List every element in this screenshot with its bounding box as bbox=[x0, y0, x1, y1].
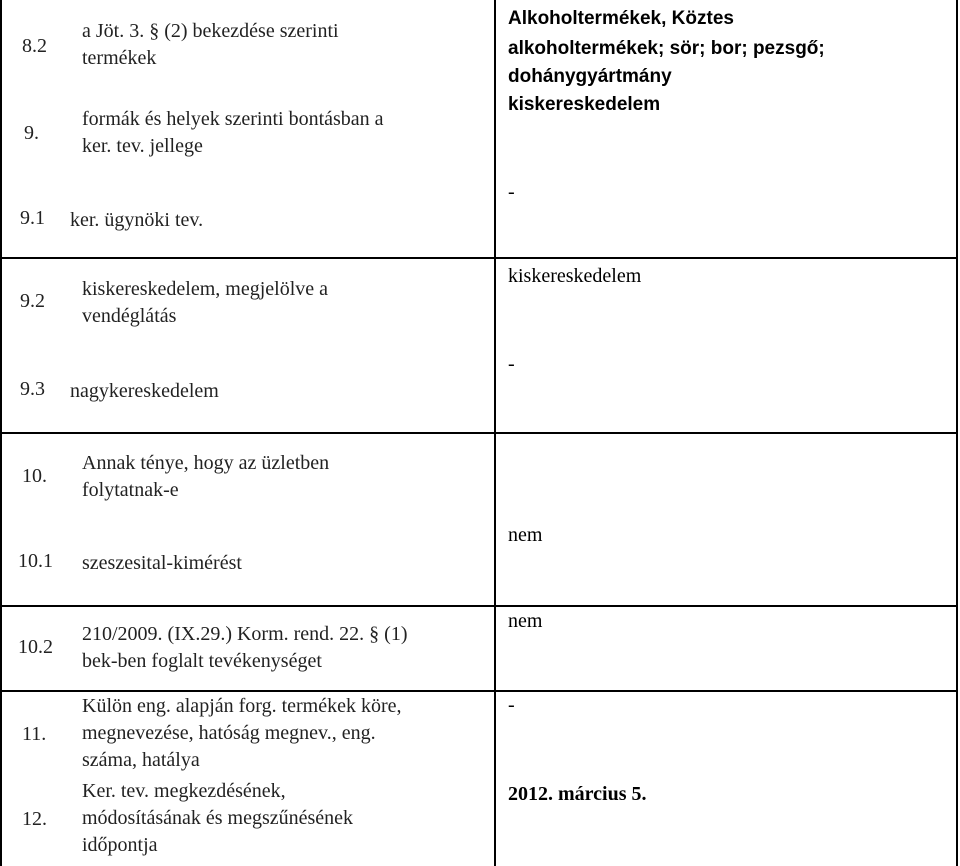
row-value: 2012. március 5. bbox=[508, 783, 647, 805]
row-description-line: a Jöt. 3. § (2) bekezdése szerinti bbox=[82, 20, 339, 42]
row-number: 10. bbox=[22, 465, 47, 487]
row-description-line: folytatnak-e bbox=[82, 479, 179, 501]
row-divider bbox=[0, 605, 958, 607]
row-divider bbox=[0, 257, 958, 259]
row-description: ker. ügynöki tev. bbox=[70, 209, 204, 231]
row-value-line: Alkoholtermékek, Köztes bbox=[508, 8, 734, 29]
row-description: szeszesital-kimérést bbox=[82, 552, 242, 574]
row-value: nem bbox=[508, 524, 543, 546]
row-description-line: Külön eng. alapján forg. termékek köre, bbox=[82, 695, 402, 717]
row-divider bbox=[0, 690, 958, 692]
row-number: 10.1 bbox=[18, 550, 53, 572]
row-value: nem bbox=[508, 610, 543, 632]
row-description-line: bek-ben foglalt tevékenységet bbox=[82, 650, 322, 672]
row-number: 9.1 bbox=[20, 207, 45, 229]
row-description-line: Ker. tev. megkezdésének, bbox=[82, 780, 286, 802]
row-description-line: formák és helyek szerinti bontásban a bbox=[82, 108, 384, 130]
row-number: 11. bbox=[22, 723, 47, 745]
row-description-line: termékek bbox=[82, 47, 157, 69]
row-value: kiskereskedelem bbox=[508, 265, 642, 287]
row-number: 9. bbox=[24, 122, 39, 144]
row-value: kiskereskedelem bbox=[508, 94, 661, 115]
row-description-line: 210/2009. (IX.29.) Korm. rend. 22. § (1) bbox=[82, 623, 408, 645]
row-description: nagykereskedelem bbox=[70, 380, 219, 402]
row-value: - bbox=[508, 181, 515, 203]
row-value-line: dohánygyártmány bbox=[508, 66, 672, 87]
row-value: - bbox=[508, 694, 515, 716]
row-number: 10.2 bbox=[18, 636, 53, 658]
row-description-line: Annak ténye, hogy az üzletben bbox=[82, 452, 330, 474]
row-description-line: kiskereskedelem, megjelölve a bbox=[82, 278, 329, 300]
row-description-line: száma, hatálya bbox=[82, 749, 200, 771]
row-description-line: időpontja bbox=[82, 834, 158, 856]
row-divider bbox=[0, 432, 958, 434]
row-number: 9.2 bbox=[20, 290, 45, 312]
row-value-line: alkoholtermékek; sör; bor; pezsgő; bbox=[508, 38, 825, 59]
row-description-line: ker. tev. jellege bbox=[82, 135, 203, 157]
row-description-line: módosításának és megszűnésének bbox=[82, 807, 354, 829]
row-number: 9.3 bbox=[20, 378, 45, 400]
row-number: 8.2 bbox=[22, 35, 47, 57]
row-description-line: megnevezése, hatóság megnev., eng. bbox=[82, 722, 376, 744]
row-number: 12. bbox=[22, 808, 47, 830]
row-description-line: vendéglátás bbox=[82, 305, 177, 327]
row-value: - bbox=[508, 353, 515, 375]
